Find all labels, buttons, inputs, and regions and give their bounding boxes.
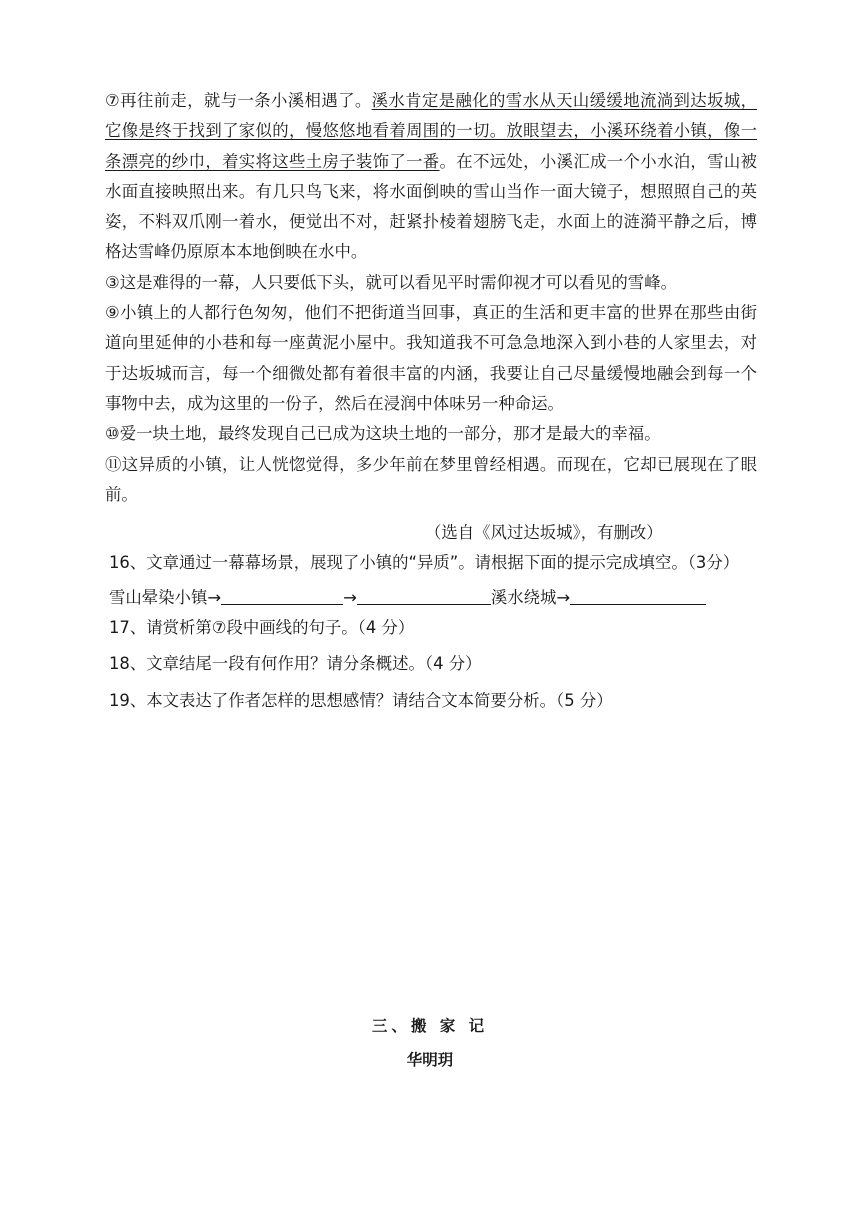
paragraph-11: ⑪这异质的小镇，让人恍惚觉得，多少年前在梦里曾经相遇。而现在，它却已展现在了眼前。	[105, 454, 757, 504]
answer-blank-3[interactable]	[570, 586, 706, 605]
fill-middle-label: 溪水绕城→	[490, 587, 571, 607]
fill-arrow: →	[343, 587, 357, 607]
question-17: 17、请赏析第⑦段中画线的句子。（4 分）	[109, 618, 415, 638]
question-19: 19、本文表达了作者怎样的思想感情？请结合文本简要分析。（5 分）	[109, 690, 613, 710]
question-18: 18、文章结尾一段有何作用？请分条概述。（4 分）	[109, 654, 482, 674]
paragraph-10: ⑩爱一块土地，最终发现自己已成为这块土地的一部分，那才是最大的幸福。	[105, 424, 661, 444]
paragraph-7-rest: 。在不远处，小溪汇成一个小水泊，雪山被水面直接映照出来。有几只鸟飞来，将水面倒映的雪山当作一面大镜子，想照照自己的英姿，不料双爪刚一着水，便觉出不对，赶紧扑棱着翅膀飞走，水面上的涟漪平静之后，博格达雪峰仍原原本本地倒映在水中。	[105, 151, 757, 262]
question-16: 16、文章通过一幕幕场景，展现了小镇的“异质”。请根据下面的提示完成填空。（3分）	[109, 553, 740, 573]
answer-blank-2[interactable]	[357, 586, 491, 605]
paragraph-9: ⑨小镇上的人都行色匆匆，他们不把街道当回事，真正的生活和更丰富的世界在那些由街道向里延伸的小巷和每一座黄泥小屋中。我知道我不可急急地深入到小巷的人家里去，对于达坂城而言，每一个细微处都有着很丰富的内涵，我要让自己尽量缓慢地融会到每一个事物中去，成为这里的一份子，然后在浸润中体味另一种命运。	[105, 303, 757, 413]
underlined-sentence: 溪水肯定是融化的雪水从天山缓缓地流淌到达坂城，它像是终于找到了家似的，慢悠悠地看着周围的一切。放眼望去，小溪环绕着小镇，像一条漂亮的纱巾，着实将这些土房子装饰了一番	[105, 91, 757, 171]
paragraph-8: ③这是难得的一幕，人只要低下头，就可以看见平时需仰视才可以看见的雪峰。	[105, 272, 677, 292]
fill-start-label: 雪山晕染小镇→	[109, 587, 222, 607]
source-citation: （选自《风过达坂城》，有删改）	[425, 523, 663, 543]
author-name: 华明玥	[406, 1051, 454, 1069]
document-page	[105, 86, 757, 716]
section-title: 三、搬 家 记	[371, 1017, 489, 1035]
paragraph-7	[105, 86, 757, 268]
answer-blank-1[interactable]	[221, 586, 343, 605]
fill-in-row	[105, 583, 757, 613]
paragraph-7-lead: ⑦再往前走，就与一条小溪相遇了。	[105, 91, 372, 110]
